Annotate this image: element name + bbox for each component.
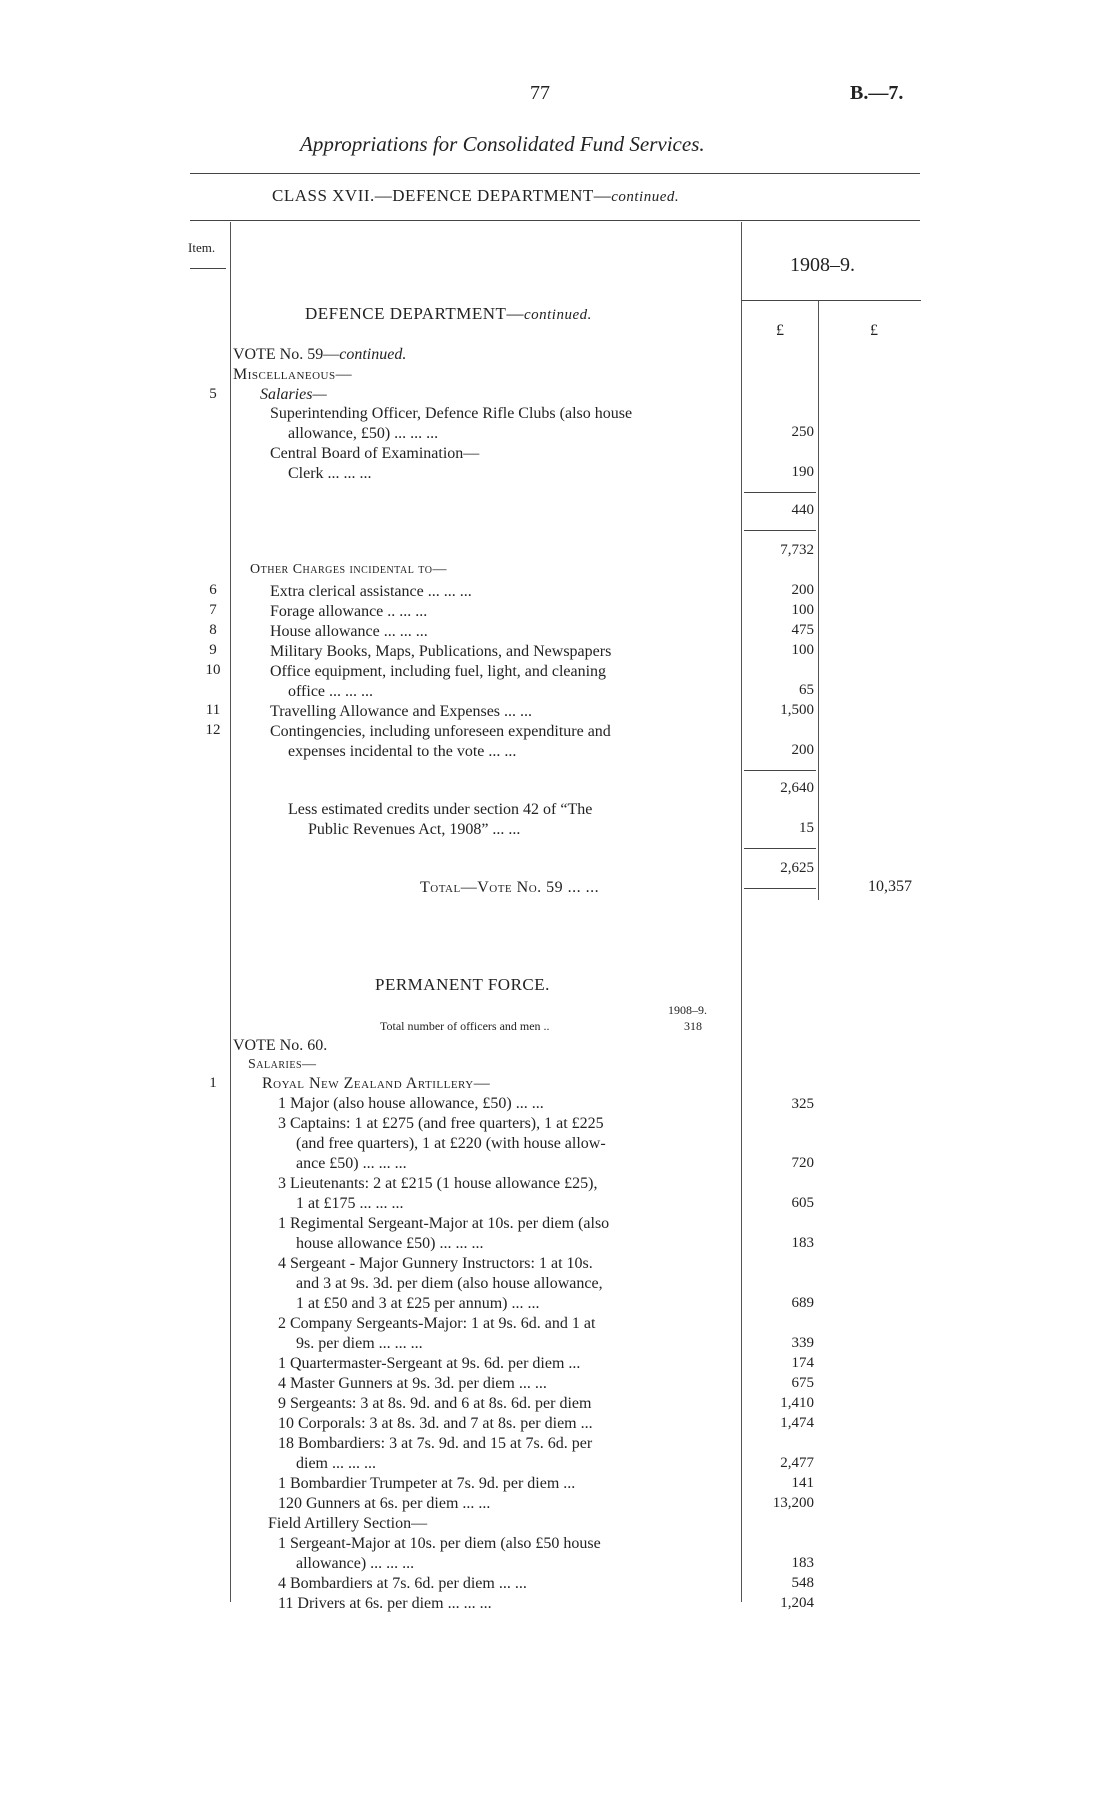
year-column-header: 1908–9. <box>790 254 855 276</box>
item-header-rule <box>190 268 226 269</box>
line-amount: 548 <box>791 1575 814 1591</box>
title-rule <box>190 173 920 174</box>
currency-label-items: £ <box>776 322 784 339</box>
rnza-heading: Royal New Zealand Artillery— <box>262 1075 491 1092</box>
item-number: 6 <box>209 582 217 598</box>
subtotal-rule <box>744 848 816 849</box>
year-header-rule <box>741 300 921 301</box>
line-amount: 183 <box>791 1555 814 1571</box>
line-amount: 325 <box>791 1096 814 1112</box>
line-amount: 1,204 <box>780 1595 814 1611</box>
item-column-header: Item. <box>188 240 216 255</box>
line-text: Clerk ... ... ... <box>288 465 372 482</box>
total-column-divider <box>818 300 819 900</box>
line-amount: 200 <box>791 742 814 758</box>
miscellaneous-heading: Miscellaneous— <box>233 366 353 383</box>
line-amount: 675 <box>791 1375 814 1391</box>
line-amount: 13,200 <box>772 1495 814 1511</box>
line-text: 10 Corporals: 3 at 8s. 3d. and 7 at 8s. per diem ... <box>278 1415 593 1432</box>
line-amount: 2,477 <box>780 1455 814 1471</box>
line-text: and 3 at 9s. 3d. per diem (also house allowance, <box>296 1275 603 1292</box>
line-text: 9 Sergeants: 3 at 8s. 9d. and 6 at 8s. 6d. per diem <box>278 1395 592 1412</box>
field-artillery-heading: Field Artillery Section— <box>268 1515 428 1532</box>
line-amount: 475 <box>791 622 814 638</box>
subtotal-rule <box>744 530 816 531</box>
line-amount: 605 <box>791 1195 814 1211</box>
line-text: Office equipment, including fuel, light, and cleaning <box>270 663 607 680</box>
line-amount: 100 <box>791 642 814 658</box>
line-amount: 100 <box>791 602 814 618</box>
line-text: 11 Drivers at 6s. per diem ... ... ... <box>278 1595 492 1612</box>
line-text: allowance, £50) ... ... ... <box>288 425 439 442</box>
line-text: Forage allowance .. ... ... <box>270 603 428 620</box>
line-text: 1 Bombardier Trumpeter at 7s. 9d. per diem ... <box>278 1475 576 1492</box>
section-heading-permanent-force: PERMANENT FORCE. <box>375 975 550 994</box>
subtotal-rule <box>744 888 816 889</box>
count-value: 318 <box>684 1019 702 1033</box>
item-number: 1 <box>209 1075 217 1091</box>
line-amount: 141 <box>791 1475 814 1491</box>
vote-59-heading: VOTE No. 59—continued. <box>233 346 407 363</box>
line-text: 1 Sergeant-Major at 10s. per diem (also £50 house <box>278 1535 601 1552</box>
count-label: Total number of officers and men .. <box>380 1019 550 1033</box>
line-text: Superintending Officer, Defence Rifle Clubs (also house <box>270 405 633 422</box>
item-number: 11 <box>205 702 221 718</box>
line-text: House allowance ... ... ... <box>270 623 428 640</box>
line-text: Travelling Allowance and Expenses ... ... <box>270 703 533 720</box>
line-text: 3 Lieutenants: 2 at £215 (1 house allowance £25), <box>278 1175 598 1192</box>
line-text: office ... ... ... <box>288 683 374 700</box>
line-text: Contingencies, including unforeseen expenditure and <box>270 723 611 740</box>
net-amount: 2,625 <box>780 860 814 876</box>
line-amount: 1,500 <box>780 702 814 718</box>
item-number: 10 <box>205 662 221 678</box>
line-text: Military Books, Maps, Publications, and Newspapers <box>270 643 612 660</box>
line-amount: 183 <box>791 1235 814 1251</box>
count-year-header: 1908–9. <box>668 1003 707 1017</box>
line-text: house allowance £50) ... ... ... <box>296 1235 484 1252</box>
line-amount: 1,474 <box>780 1415 814 1431</box>
line-text: Central Board of Examination— <box>270 445 480 462</box>
line-amount: 250 <box>791 424 814 440</box>
line-text: 4 Master Gunners at 9s. 3d. per diem ... ... <box>278 1375 547 1392</box>
line-text: 1 Major (also house allowance, £50) ... ... <box>278 1095 544 1112</box>
line-text: 4 Sergeant - Major Gunnery Instructors: 1 at 10s. <box>278 1255 593 1272</box>
item-number: 12 <box>205 722 221 738</box>
line-text: 1 Quartermaster-Sergeant at 9s. 6d. per diem ... <box>278 1355 581 1372</box>
line-text: 120 Gunners at 6s. per diem ... ... <box>278 1495 491 1512</box>
line-text: expenses incidental to the vote ... ... <box>288 743 517 760</box>
charges-subtotal: 2,640 <box>780 780 814 796</box>
item-column-divider <box>230 222 231 1602</box>
line-amount: 174 <box>791 1355 814 1371</box>
salaries-subtotal: 440 <box>791 502 814 518</box>
document-reference: B.—7. <box>850 82 904 104</box>
currency-label-totals: £ <box>870 322 878 339</box>
line-amount: 1,410 <box>780 1395 814 1411</box>
line-text: 2 Company Sergeants-Major: 1 at 9s. 6d. and 1 at <box>278 1315 596 1332</box>
line-text: 3 Captains: 1 at £275 (and free quarters), 1 at £225 <box>278 1115 604 1132</box>
line-text: Extra clerical assistance ... ... ... <box>270 583 472 600</box>
section-heading-defence: DEFENCE DEPARTMENT—continued. <box>305 304 592 323</box>
item-number: 9 <box>209 642 217 658</box>
vote-59-total-amount: 10,357 <box>868 878 912 895</box>
page-title: Appropriations for Consolidated Fund Services. <box>300 132 705 156</box>
less-credits-amount: 15 <box>799 820 814 836</box>
line-text: 9s. per diem ... ... ... <box>296 1335 423 1352</box>
line-text: diem ... ... ... <box>296 1455 376 1472</box>
salaries-heading: Salaries— <box>248 1057 317 1072</box>
item-number: 5 <box>209 386 217 402</box>
line-amount: 720 <box>791 1155 814 1171</box>
carried-amount: 7,732 <box>780 542 814 558</box>
class-title-rule <box>190 220 920 221</box>
line-text: allowance) ... ... ... <box>296 1555 415 1572</box>
line-amount: 689 <box>791 1295 814 1311</box>
page-number: 77 <box>530 82 550 104</box>
line-amount: 200 <box>791 582 814 598</box>
vote-60-heading: VOTE No. 60. <box>233 1037 328 1054</box>
line-text: ance £50) ... ... ... <box>296 1155 407 1172</box>
item-number: 7 <box>209 602 217 618</box>
less-credits-line: Public Revenues Act, 1908” ... ... <box>308 821 521 838</box>
line-text: 1 Regimental Sergeant-Major at 10s. per diem (also <box>278 1215 610 1232</box>
subtotal-rule <box>744 770 816 771</box>
salaries-heading: Salaries— <box>260 386 327 403</box>
other-charges-heading: Other Charges incidental to— <box>250 562 447 577</box>
less-credits-line: Less estimated credits under section 42 of “The <box>288 801 593 818</box>
line-text: 1 at £50 and 3 at £25 per annum) ... ... <box>296 1295 540 1312</box>
line-amount: 65 <box>799 682 814 698</box>
class-title: CLASS XVII.—DEFENCE DEPARTMENT—continued. <box>272 186 680 205</box>
vote-59-total-label: Total—Vote No. 59 ... ... <box>420 879 600 896</box>
item-number: 8 <box>209 622 217 638</box>
line-text: 1 at £175 ... ... ... <box>296 1195 404 1212</box>
amount-column-divider <box>741 222 742 1602</box>
line-amount: 190 <box>791 464 814 480</box>
line-text: (and free quarters), 1 at £220 (with house allow- <box>296 1135 606 1152</box>
line-text: 18 Bombardiers: 3 at 7s. 9d. and 15 at 7s. 6d. per <box>278 1435 593 1452</box>
line-amount: 339 <box>791 1335 814 1351</box>
subtotal-rule <box>744 492 816 493</box>
line-text: 4 Bombardiers at 7s. 6d. per diem ... ... <box>278 1575 527 1592</box>
